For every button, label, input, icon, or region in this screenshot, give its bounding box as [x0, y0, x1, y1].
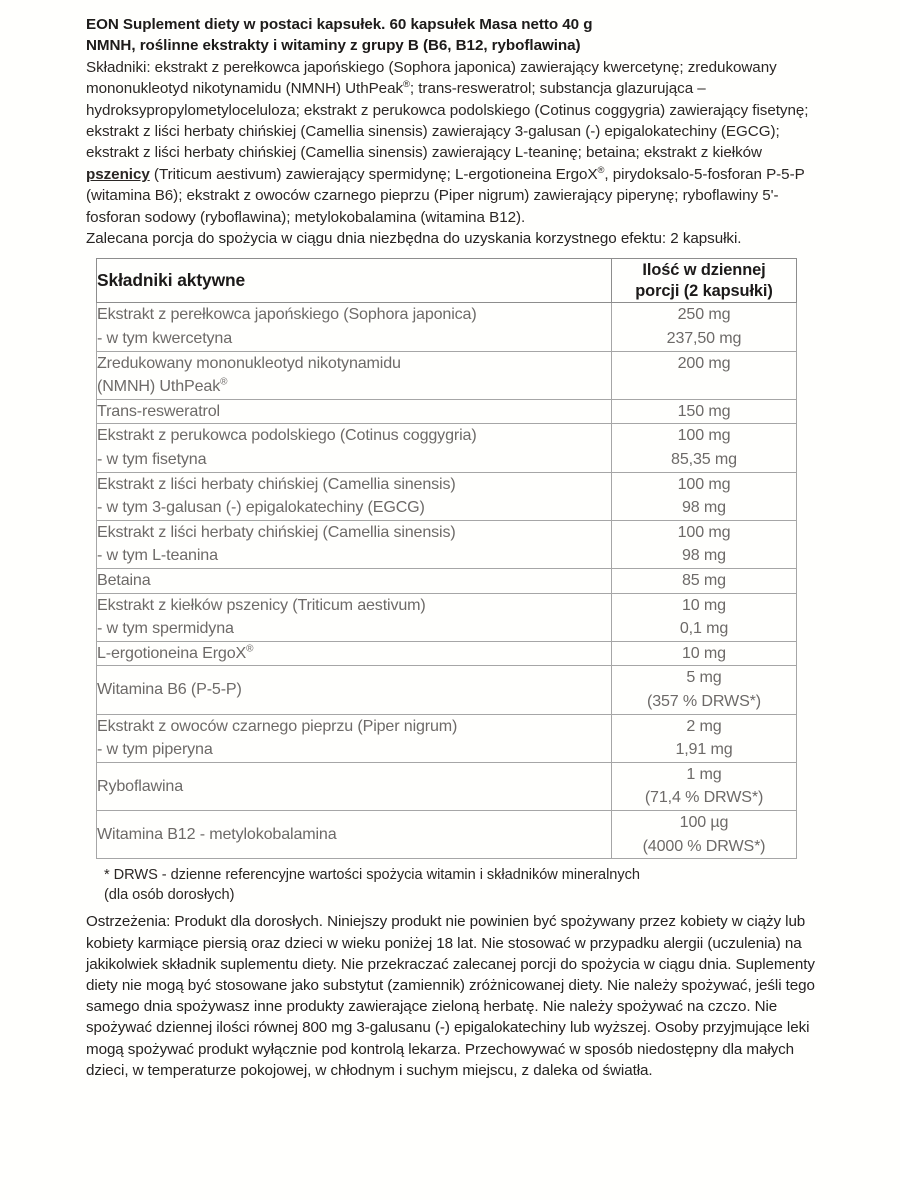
ingredient-name: Ekstrakt z liści herbaty chińskiej (Camellia sinensis) [97, 522, 456, 541]
table-row [97, 762, 797, 810]
ingredient-sub-name: - w tym L-teanina [97, 546, 218, 565]
allergen-wheat: pszenicy [86, 165, 150, 183]
table-row [97, 399, 797, 424]
ingredient-name-cell [97, 351, 612, 399]
ingredient-name: Witamina B6 (P-5-P) [97, 680, 242, 699]
table-row [97, 472, 797, 520]
product-title-line-2: NMNH, roślinne ekstrakty i witaminy z grupy B (B6, B12, ryboflawina) [86, 37, 581, 55]
ingredient-name: Ekstrakt z perełkowca japońskiego (Sophora japonica) [97, 305, 477, 324]
drws-footnote [104, 866, 820, 905]
ingredient-sub-name: - w tym 3-galusan (-) epigalokatechiny (EGCG) [97, 498, 425, 517]
ingredient-amount: 1 mg [686, 764, 722, 783]
ingredient-sub-amount: 98 mg [682, 498, 726, 517]
ingredient-amount: 10 mg [682, 595, 726, 614]
table-header [97, 259, 797, 303]
ingredient-name: Ekstrakt z liści herbaty chińskiej (Camellia sinensis) [97, 474, 456, 493]
warnings-block [86, 911, 820, 1081]
ingredient-sub-name: - w tym piperyna [97, 740, 213, 759]
ingredient-amount-cell [612, 641, 797, 666]
ingredient-name-cell [97, 714, 612, 762]
ingredient-amount: 100 µg [679, 812, 729, 831]
drws-footnote-line-2: (dla osób dorosłych) [104, 886, 235, 903]
ingredient-amount-cell [612, 520, 797, 568]
ingredient-amount-cell [612, 666, 797, 714]
ingredient-name: Ryboflawina [97, 776, 184, 795]
ingredient-sub-name: - w tym spermidyna [97, 619, 234, 638]
ingredient-amount-cell [612, 399, 797, 424]
ingredient-name: Ekstrakt z perukowca podolskiego (Cotinus coggygria) [97, 426, 477, 445]
warnings-text: Ostrzeżenia: Produkt dla dorosłych. Niniejszy produkt nie powinien być spożywany przez kobiety w ciąży lub kobiety karmiące piersią oraz dzieci w wieku poniżej 18 lat. Nie stosować w przypadku alergii (uczulenia) na jakikolwiek składnik suplementu diety. Nie przekraczać zalecanej porcji do spożycia w ciągu dnia. Suplementy diety nie mogą być stosowane jako substytut (zamiennik) zróżnicowanej diety. Nie należy spożywać, jeśli tego samego dnia spożywasz inne produkty zawierające zieloną herbatę. Nie należy spożywać na czczo. Nie spożywać dziennej ilości równej 800 mg 3-galusanu (-) epigalokatechiny lub wyższej. Osoby przyjmujące leki mogą spożywać produkt wyłącznie pod kontrolą lekarza. Przechowywać w sposób niedostępny dla małych dzieci, w temperaturze pokojowej, w chłodnym i suchym miejscu, z daleka od światła. [86, 913, 815, 1079]
ingredient-name: Ekstrakt z kiełków pszenicy (Triticum aestivum) [97, 595, 426, 614]
ingredient-name: Witamina B12 - metylokobalamina [97, 824, 337, 843]
ingredient-sub-amount: (4000 % DRWS*) [642, 836, 766, 855]
ingredient-name-cell [97, 593, 612, 641]
ingredient-name: Betaina [97, 571, 151, 589]
ingredient-amount-cell [612, 424, 797, 472]
ingredient-sub-name: - w tym fisetyna [97, 450, 207, 469]
table-row [97, 593, 797, 641]
table-row [97, 424, 797, 472]
ingredient-name: Trans-resweratrol [97, 401, 220, 420]
ingredient-amount: 200 mg [677, 353, 731, 372]
ingredient-name: L-ergotioneina ErgoX® [97, 643, 254, 662]
ingredient-name-cell [97, 303, 612, 351]
active-ingredients-table [96, 258, 797, 859]
ingredient-name-cell [97, 666, 612, 714]
ingredient-name-cell [97, 641, 612, 666]
ingredient-sub-amount: (71,4 % DRWS*) [644, 788, 764, 807]
drws-footnote-line-1: * DRWS - dzienne referencyjne wartości spożycia witamin i składników mineralnych [104, 867, 640, 884]
table-row [97, 569, 797, 594]
ingredient-name-cell [97, 762, 612, 810]
ingredient-amount: 100 mg [677, 426, 731, 445]
ingredient-name: Ekstrakt z owoców czarnego pieprzu (Piper nigrum) [97, 716, 458, 735]
ingredient-amount-cell [612, 593, 797, 641]
column-header-amount-line-1: Ilość w dziennej [642, 261, 766, 280]
ingredient-amount: 100 mg [677, 522, 731, 541]
ingredient-sub-amount: 237,50 mg [666, 329, 742, 348]
ingredient-sub-amount: 0,1 mg [679, 619, 729, 638]
column-header-ingredients: Składniki aktywne [97, 259, 612, 303]
column-header-amount [612, 259, 797, 303]
dosage-paragraph: Zalecana porcja do spożycia w ciągu dnia niezbędna do uzyskania korzystnego efektu: 2 kapsułki. [86, 230, 742, 248]
table-body [97, 303, 797, 859]
ingredient-name-cell [97, 399, 612, 424]
intro-text-block [86, 14, 820, 249]
ingredient-amount: 2 mg [686, 716, 722, 735]
ingredient-amount: 85 mg [682, 571, 726, 589]
column-header-amount-line-2: porcji (2 kapsułki) [635, 281, 773, 300]
ingredient-amount: 100 mg [677, 474, 731, 493]
ingredient-name-cell [97, 569, 612, 594]
ingredients-paragraph [86, 57, 820, 228]
table-header-row [97, 259, 797, 303]
ingredient-name: Zredukowany mononukleotyd nikotynamidu [97, 353, 401, 372]
ingredient-amount: 150 mg [677, 401, 731, 420]
ingredients-text-after-allergen: (Triticum aestivum) zawierający spermidynę; L-ergotioneina ErgoX®, pirydoksalo-5-fosforan P-5-P (witamina B6); ekstrakt z owoców czarnego pieprzu (Piper nigrum) zawierający piperynę; ryboflawiny 5'-fosforan sodowy (ryboflawina); metylokobalamina (witamina B12). [86, 163, 805, 226]
ingredient-name-cell [97, 472, 612, 520]
ingredient-sub-amount: 98 mg [682, 546, 726, 565]
ingredient-sub-amount: 85,35 mg [671, 450, 737, 469]
ingredient-amount: 10 mg [682, 643, 726, 662]
ingredient-amount-cell [612, 351, 797, 399]
ingredient-name-cell [97, 424, 612, 472]
table-row [97, 666, 797, 714]
ingredient-amount-cell [612, 472, 797, 520]
table-row [97, 810, 797, 858]
table-row [97, 520, 797, 568]
ingredient-sub-name: - w tym kwercetyna [97, 329, 233, 348]
ingredient-sub-amount: 1,91 mg [675, 740, 733, 759]
product-title-line-1: EON Suplement diety w postaci kapsułek. 60 kapsułek Masa netto 40 g [86, 16, 593, 33]
table-row [97, 303, 797, 351]
ingredient-amount-cell [612, 569, 797, 594]
ingredient-sub-name: (NMNH) UthPeak® [97, 376, 228, 396]
ingredient-name-cell [97, 810, 612, 858]
ingredient-amount: 250 mg [677, 305, 731, 324]
ingredient-amount: 5 mg [686, 668, 722, 687]
table-row [97, 641, 797, 666]
ingredients-text-before-allergen: Składniki: ekstrakt z perełkowca japońskiego (Sophora japonica) zawierający kwercetynę; zredukowany mononukleotyd nikotynamidu (NMNH) UthPeak®; trans-resweratrol; substancja glazurująca – hydroksypropylometyloceluloza; ekstrakt z perukowca podolskiego (Cotinus coggygria) zawierający fisetynę; ekstrakt z liści herbaty chińskiej (Camellia sinensis) zawierający 3-galusan (-) epigalokatechiny (EGCG); ekstrakt z liści herbaty chińskiej (Camellia sinensis) zawierający L-teaninę; betaina; ekstrakt z kiełków [86, 58, 809, 162]
ingredient-amount-cell [612, 762, 797, 810]
ingredient-amount-cell [612, 714, 797, 762]
ingredient-amount-cell [612, 303, 797, 351]
ingredient-sub-amount [612, 375, 796, 399]
ingredient-amount-cell [612, 810, 797, 858]
table-row [97, 351, 797, 399]
ingredient-sub-amount: (357 % DRWS*) [646, 691, 761, 710]
ingredient-name-cell [97, 520, 612, 568]
table-row [97, 714, 797, 762]
nutrition-table-wrapper [96, 258, 818, 859]
